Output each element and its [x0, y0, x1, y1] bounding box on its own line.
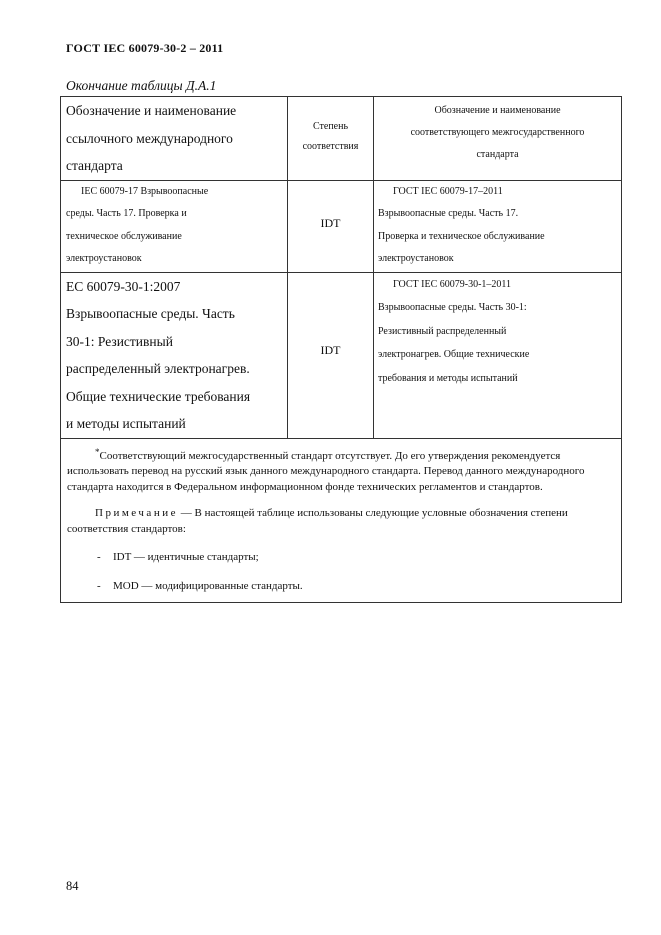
cell-text: электроустановок: [66, 253, 142, 264]
header-cell-reference-standard: [61, 97, 288, 181]
table-header-row: [61, 97, 622, 181]
list-dash: -: [97, 579, 101, 592]
footnote: [67, 445, 615, 496]
table-row: [61, 180, 622, 272]
list-item: [67, 550, 615, 566]
cell-text: Проверка и техническое обслуживание: [378, 230, 545, 242]
header-text: стандарта: [476, 149, 519, 160]
cell-text: ГОСТ IEC 60079-17–2011: [393, 185, 503, 197]
correspondence-table: [60, 96, 622, 603]
interstate-standard-cell: [374, 272, 622, 438]
header-text: соответствия: [302, 141, 359, 152]
cell-text: техническое обслуживание: [66, 230, 182, 242]
footnote-mark: *: [95, 446, 100, 457]
cell-text: среды. Часть 17. Проверка и: [66, 208, 187, 219]
header-text: Степень: [312, 121, 349, 132]
footnote-text: Соответствующий межгосударственный стандарт отсутствует. До его утверждения рекомендуется использовать перевод на русский язык данного международного стандарта. Перевод данного международного стандарта находится в Федеральном информационном фонде технических регламентов и стандартов.: [67, 449, 585, 493]
cell-text: электроустановок: [378, 253, 454, 264]
page-number: 84: [66, 879, 79, 893]
cell-text: и методы испытаний: [66, 416, 186, 431]
notes-cell: [61, 438, 622, 603]
table-row: [61, 272, 622, 438]
reference-standard-cell: [61, 180, 288, 272]
cell-text: Взрывоопасные среды. Часть: [66, 306, 235, 321]
list-dash: -: [97, 551, 101, 563]
cell-text: IEC 60079-17 Взрывоопасные: [81, 185, 209, 197]
header-text: соответствующего межгосударственного: [410, 127, 585, 138]
cell-text: Резистивный распределенный: [378, 325, 507, 337]
note-paragraph: [67, 506, 615, 537]
cell-text: ЕС 60079-30-1:2007: [66, 278, 181, 294]
header-text: стандарта: [66, 158, 123, 173]
cell-text: Взрывоопасные среды. Часть 30-1:: [378, 302, 527, 313]
cell-text: 30-1: Резистивный: [66, 333, 173, 349]
notes-row: [61, 438, 622, 603]
cell-text: распределенный электронагрев.: [66, 361, 250, 376]
list-item-text: MOD — модифицированные стандарты.: [113, 579, 303, 592]
header-text: Обозначение и наименование: [66, 103, 237, 118]
cell-text: Взрывоопасные среды. Часть 17.: [378, 208, 519, 219]
interstate-standard-cell: [374, 180, 622, 272]
header-text: ссылочного международного: [66, 130, 233, 146]
header-text: Обозначение и наименование: [434, 105, 561, 116]
document-header: ГОСТ IEC 60079-30-2 – 2011: [66, 41, 224, 55]
header-cell-interstate-standard: [374, 97, 622, 181]
cell-text: требования и методы испытаний: [378, 372, 518, 384]
note-label: Примечание: [95, 507, 178, 519]
reference-standard-cell: [61, 272, 288, 438]
note-text: — В настоящей таблице использованы следующие условные обозначения степени соответствия стандартов:: [67, 507, 568, 535]
degree-cell: IDT: [288, 272, 374, 438]
list-item: [67, 579, 615, 595]
table-caption: Окончание таблицы Д.А.1: [66, 78, 217, 93]
degree-cell: IDT: [288, 180, 374, 272]
cell-text: ГОСТ IEC 60079-30-1–2011: [393, 278, 512, 290]
header-cell-degree: [288, 97, 374, 181]
list-item-text: IDT — идентичные стандарты;: [113, 551, 259, 563]
cell-text: Общие технические требования: [66, 388, 251, 404]
cell-text: электронагрев. Общие технические: [378, 349, 530, 360]
